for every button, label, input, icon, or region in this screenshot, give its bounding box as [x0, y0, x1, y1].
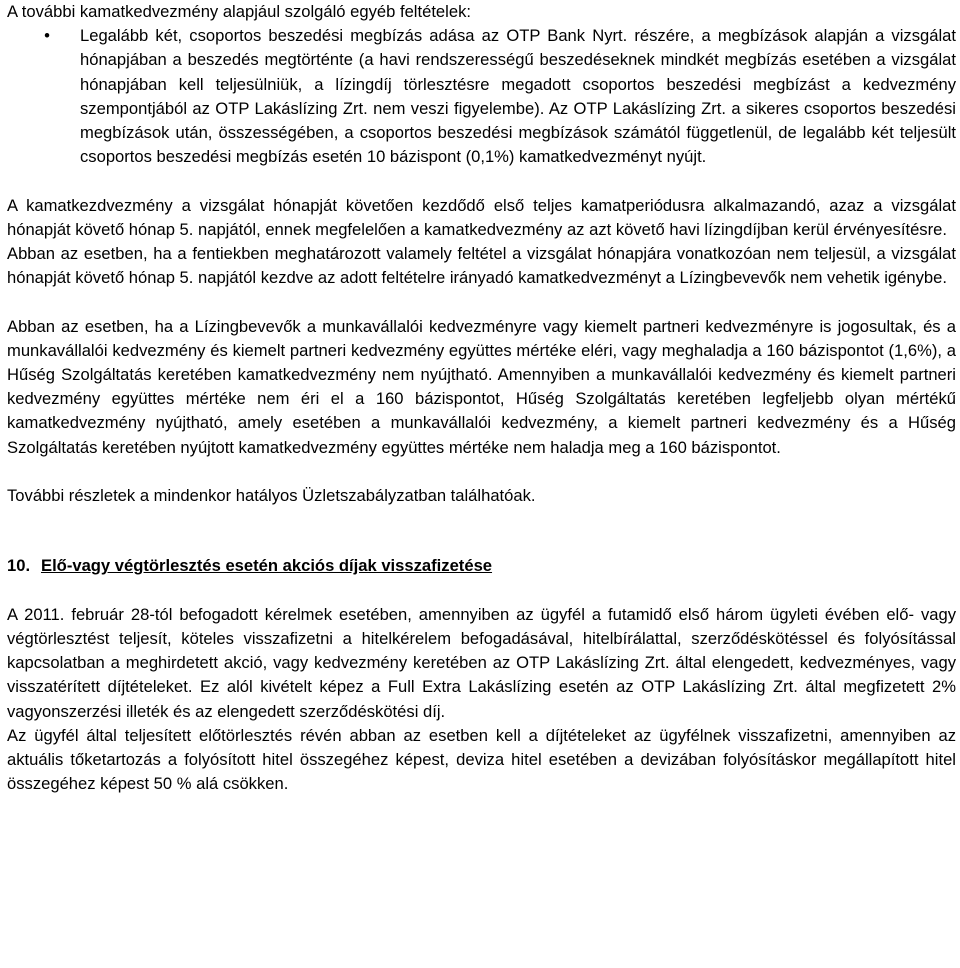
paragraph-discount-application: A kamatkezdvezmény a vizsgálat hónapját követően kezdődő első teljes kamatperiódusra alkalmazandó, azaz a vizsgálat hónapját követő hónap 5. napjától, ennek megfelelően a kamatkedvezmény az azt követő havi lízingdíjban kerül érvényesítésre. [7, 195, 956, 239]
list-item [7, 24, 956, 169]
spacer [7, 169, 956, 193]
spacer [7, 532, 956, 554]
section-title: Elő-vagy végtörlesztés esetén akciós díjak visszafizetése [41, 556, 493, 576]
paragraph-prepayment-refund: A 2011. február 28-tól befogadott kérelmek esetében, amennyiben az ügyfél a futamidő első három ügyleti évében elő- vagy végtörlesztést teljesít, köteles visszafizetni a hitelkérelem befogadásával, hitelbírálattal, szerződéskötéssel és folyósítással kapcsolatban a meghirdetett akció, vagy kedvezmény keretében az OTP Lakáslízing Zrt. által elengedett, kedvezményes, vagy visszatérített díjtételeket. Ez alól kivételt képez a Full Extra Lakáslízing esetén az OTP Lakáslízing Zrt. által megfizetett 2% vagyonszerzési illeték és az elengedett szerződéskötési díj. [7, 604, 956, 721]
paragraph-employee-discount: Abban az esetben, ha a Lízingbevevők a munkavállalói kedvezményre vagy kiemelt partneri kedvezményre is jogosultak, és a munkavállalói kedvezmény és kiemelt partneri kedvezmény együttes mértéke eléri, vagy meghaladja a 160 bázispontot (1,6%), a Hűség Szolgáltatás keretében kamatkedvezmény nem nyújtható. Amennyiben a munkavállalói kedvezmény és kiemelt partneri kedvezmény együttes mértéke nem éri el a 160 bázispontot, Hűség Szolgáltatás keretében legfeljebb olyan mértékű kamatkedvezmény nyújtható, amely esetében a munkavállalói kedvezmény, a kiemelt partneri kedvezmény és a Hűség Szolgáltatás keretében nyújtott kamatkedvezmény együttes mértéke nem haladja meg a 160 bázispontot. [7, 316, 956, 457]
paragraph-further-details: További részletek a mindenkor hatályos Üzletszabályzatban találhatóak. [7, 486, 536, 506]
list-item-text: Legalább két, csoportos beszedési megbízás adása az OTP Bank Nyrt. részére, a megbízások alapján a vizsgálat hónapjában a beszedés megtörténte (a havi rendszerességű beszedéseknek mindkét megbízás esetében a vizsgálat hónapjában kell teljesülniük, a lízingdíj törlesztésre megadott csoportos beszedési megbízást a kedvezmény szempontjából az OTP Lakáslízing Zrt. nem veszi figyelembe). Az OTP Lakáslízing Zrt. a sikeres csoportos beszedési megbízások után, összességében, a csoportos beszedési megbízások számától függetlenül, de legalább két teljesült csoportos beszedési megbízás esetén 10 bázispont (0,1%) kamatkedvezményt nyújt. [80, 26, 956, 167]
document-page [7, 0, 956, 796]
section-number: 10. [7, 556, 31, 576]
conditions-list [7, 24, 956, 169]
spacer [7, 508, 956, 532]
spacer [7, 460, 956, 484]
intro-text: A további kamatkedvezmény alapjául szolgáló egyéb feltételek: [7, 2, 471, 21]
section-heading [7, 554, 956, 578]
paragraph-prepayment-threshold: Az ügyfél által teljesített előtörlesztés révén abban az esetben kell a díjtételeket az ügyfélnek visszafizetni, amennyiben az aktuális tőketartozás a folyósított hitel összegéhez képest, deviza hitel esetében a devizában folyósításkor megállapított hitel összegéhez képest 50 % alá csökken. [7, 725, 956, 794]
spacer [7, 579, 956, 603]
bullet-icon: • [44, 26, 50, 46]
spacer [7, 290, 956, 314]
paragraph-condition-not-met: Abban az esetben, ha a fentiekben meghatározott valamely feltétel a vizsgálat hónapjára vonatkozóan nem teljesül, a vizsgálat hónapját követő hónap 5. napjától kezdve az adott feltételre irányadó kamatkedvezményt a Lízingbevevők nem vehetik igénybe. [7, 244, 956, 288]
